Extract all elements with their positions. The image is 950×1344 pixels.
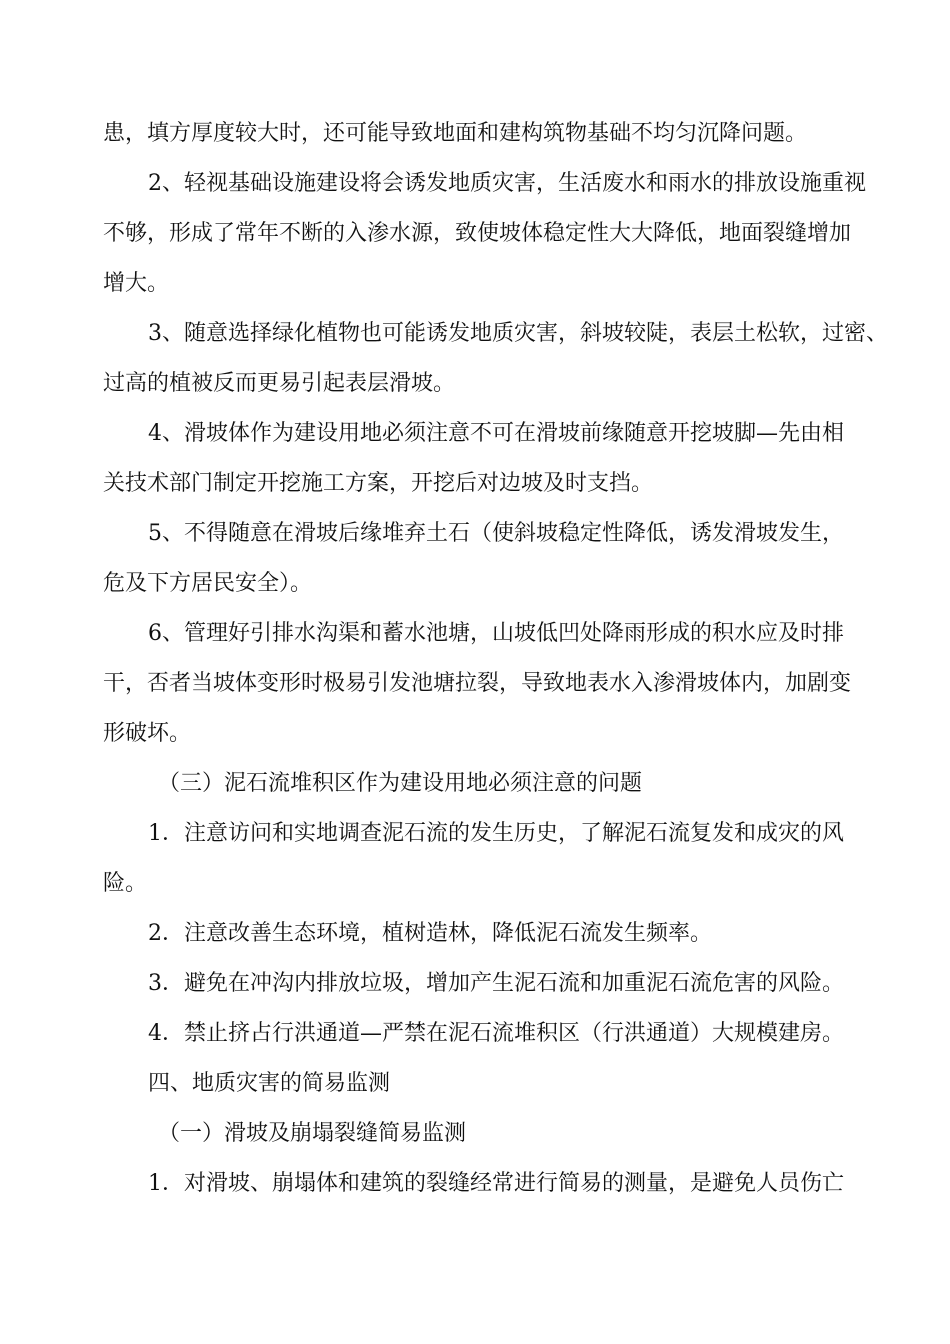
paragraph-line: 干，否者当坡体变形时极易引发池塘拉裂，导致地表水入渗滑坡体内，加剧变	[103, 671, 852, 696]
paragraph-line: 险。	[103, 871, 148, 896]
paragraph-line: 1．注意访问和实地调查泥石流的发生历史，了解泥石流复发和成灾的风	[148, 821, 844, 846]
paragraph-line: 5、不得随意在滑坡后缘堆弃土石（使斜坡稳定性降低，诱发滑坡发生，	[148, 521, 844, 546]
section-heading: （一）滑坡及崩塌裂缝简易监测	[158, 1121, 467, 1146]
section-heading: （三）泥石流堆积区作为建设用地必须注意的问题	[158, 771, 643, 796]
paragraph-line: 3、随意选择绿化植物也可能诱发地质灾害，斜坡较陡，表层土松软，过密、	[148, 321, 888, 346]
paragraph-line: 过高的植被反而更易引起表层滑坡。	[103, 371, 456, 396]
paragraph-line: 1．对滑坡、崩塌体和建筑的裂缝经常进行简易的测量，是避免人员伤亡	[148, 1171, 844, 1196]
paragraph-line: 3．避免在冲沟内排放垃圾，增加产生泥石流和加重泥石流危害的风险。	[148, 971, 844, 996]
paragraph-line: 关技术部门制定开挖施工方案，开挖后对边坡及时支挡。	[103, 471, 654, 496]
section-heading: 四、地质灾害的简易监测	[148, 1071, 391, 1096]
paragraph-line: 不够，形成了常年不断的入渗水源，致使坡体稳定性大大降低，地面裂缝增加	[103, 221, 852, 246]
paragraph-line: 患，填方厚度较大时，还可能导致地面和建构筑物基础不均匀沉降问题。	[103, 121, 808, 146]
paragraph-line: 形破坏。	[103, 721, 192, 746]
paragraph-line: 2．注意改善生态环境，植树造林，降低泥石流发生频率。	[148, 921, 712, 946]
paragraph-line: 4．禁止挤占行洪通道—严禁在泥石流堆积区（行洪通道）大规模建房。	[148, 1021, 844, 1046]
paragraph-line: 4、滑坡体作为建设用地必须注意不可在滑坡前缘随意开挖坡脚—先由相	[148, 421, 844, 446]
paragraph-line: 2、轻视基础设施建设将会诱发地质灾害，生活废水和雨水的排放设施重视	[148, 171, 866, 196]
paragraph-line: 危及下方居民安全）。	[103, 571, 313, 596]
paragraph-line: 6、管理好引排水沟渠和蓄水池塘，山坡低凹处降雨形成的积水应及时排	[148, 621, 844, 646]
paragraph-line: 增大。	[103, 271, 170, 296]
